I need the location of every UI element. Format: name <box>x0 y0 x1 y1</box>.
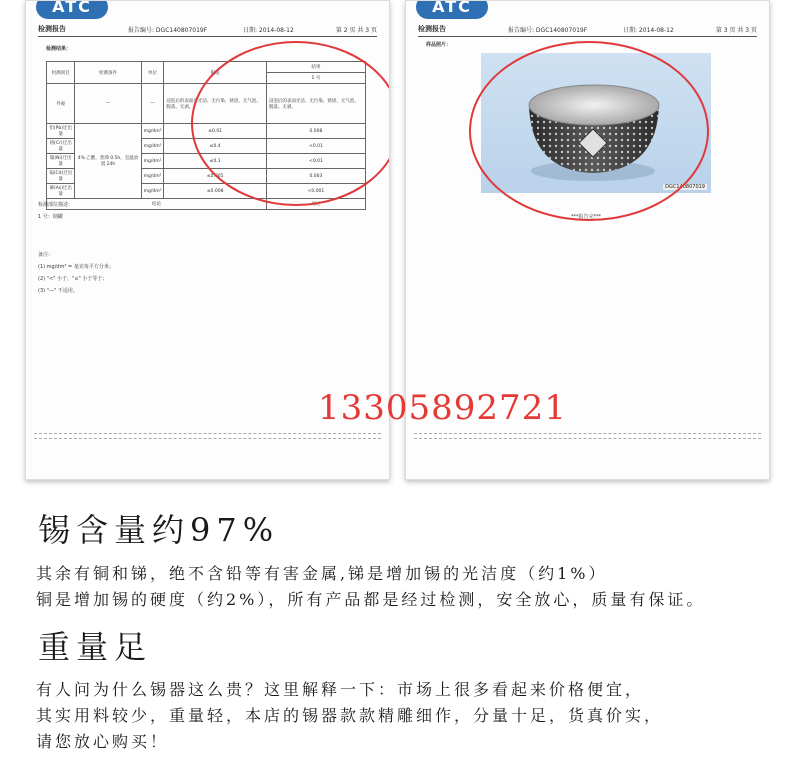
atc-logo: ATC <box>416 0 488 19</box>
sample-desc: 1 号：钢罐 <box>38 214 63 220</box>
table-cell: 镉(Cd)迁出量 <box>47 169 75 184</box>
table-cell: <0.01 <box>266 139 365 154</box>
header-cell: 单位 <box>141 62 164 84</box>
note-item: (2) "<" 小于，"≤" 小于等于； <box>38 276 108 282</box>
report-footer <box>414 433 761 473</box>
footer-divider <box>414 433 761 434</box>
note-item: (3) "—" 不适用。 <box>38 288 78 294</box>
tin-content-text-line: 其余有铜和锑，绝不含铅等有害金属,锑是增加锡的光洁度（约1%） <box>36 564 608 583</box>
table-cell: 铬(Cr)迁出量 <box>47 139 75 154</box>
table-cell: mg/dm² <box>141 169 164 184</box>
table-cell: <0.01 <box>266 154 365 169</box>
conclusion-value: 通过 <box>266 199 365 210</box>
note-item: (1) mg/dm² = 毫克每平方分米； <box>38 264 114 270</box>
notes-label: 备注： <box>38 252 54 258</box>
weight-text-line: 其实用料较少，重量轻，本店的锡器款款精雕细作，分量十足，货真价实， <box>36 706 664 725</box>
table-cell: 外观 <box>47 84 75 124</box>
header-cell: 结果 <box>266 62 365 73</box>
atc-logo: ATC <box>36 0 108 19</box>
footer-divider <box>34 433 381 434</box>
tin-content-heading: 锡含量约97% <box>38 511 280 549</box>
table-cell: 砷(As)迁出量 <box>47 184 75 199</box>
table-cell: <0.001 <box>266 184 365 199</box>
table-cell: 浸泡后的表面光洁、无污染、锈迹、无气泡、脱落、无剥。 <box>266 84 365 124</box>
table-cell: ≤0.008 <box>164 184 267 199</box>
header-cell: 检测条件 <box>75 62 141 84</box>
table-cell: mg/dm² <box>141 154 164 169</box>
table-cell: 0.008 <box>266 124 365 139</box>
table-cell: mg/dm² <box>141 184 164 199</box>
report-title: 检测报告 <box>38 25 66 33</box>
report-header <box>38 21 377 37</box>
photo-label: 样品照片： <box>426 42 452 48</box>
highlight-circle <box>469 41 709 221</box>
header-cell: 检测项目 <box>47 62 75 84</box>
weight-heading: 重量足 <box>38 628 153 666</box>
table-cell: ≤0.01 <box>164 124 267 139</box>
table-cell: 浸泡后的表面应光洁、无污染、锈迹、无气泡、脱落、无剥。 <box>164 84 267 124</box>
table-cell: ≤0.4 <box>164 139 267 154</box>
table-cell: 4% 乙酸，煮沸 0.5h，室温放置 24h <box>75 124 141 199</box>
table-cell: mg/dm² <box>141 124 164 139</box>
report-page: 第 3 页 共 3 页 <box>715 27 757 34</box>
result-section-label: 检测结果： <box>46 46 72 52</box>
report-end-mark: ***报告完*** <box>571 214 602 220</box>
table-cell: 0.003 <box>266 169 365 184</box>
report-footer <box>34 433 381 473</box>
report-date: 日期: 2014-08-12 <box>623 27 674 34</box>
weight-text-line: 请您放心购买！ <box>36 732 170 751</box>
report-number: 报告编号: DGC140807019F <box>128 27 208 34</box>
report-number: 报告编号: DGC140807019F <box>508 27 588 34</box>
highlight-circle <box>191 41 390 206</box>
table-cell: 镍(Ni)迁出量 <box>47 154 75 169</box>
footer-divider <box>34 438 381 439</box>
photo-sample-code: DGC140807019 <box>665 184 705 190</box>
report-date: 日期: 2014-08-12 <box>243 27 294 34</box>
report-page: 第 2 页 共 3 页 <box>335 27 377 34</box>
tin-content-text-line: 铜是增加锡的硬度（约2%），所有产品都是经过检测，安全放心，质量有保证。 <box>36 590 706 609</box>
table-cell: — <box>141 84 164 124</box>
contact-phone-number: 13305892721 <box>318 388 567 428</box>
table-cell: mg/dm² <box>141 139 164 154</box>
table-cell: ≤0.1 <box>164 154 267 169</box>
sample-desc-label: 检测部位描述： <box>38 202 74 208</box>
table-cell: ≤0.005 <box>164 169 267 184</box>
header-cell: 1 号 <box>266 73 365 84</box>
report-header <box>418 21 757 37</box>
footer-divider <box>414 438 761 439</box>
weight-text-line: 有人问为什么锡器这么贵？这里解释一下：市场上很多看起来价格便宜， <box>36 680 645 699</box>
report-title: 检测报告 <box>418 25 446 33</box>
table-cell: — <box>75 84 141 124</box>
header-cell: 限值 <box>164 62 267 84</box>
conclusion-label: 结论 <box>47 199 267 210</box>
table-cell: 铅(Pb)迁出量 <box>47 124 75 139</box>
